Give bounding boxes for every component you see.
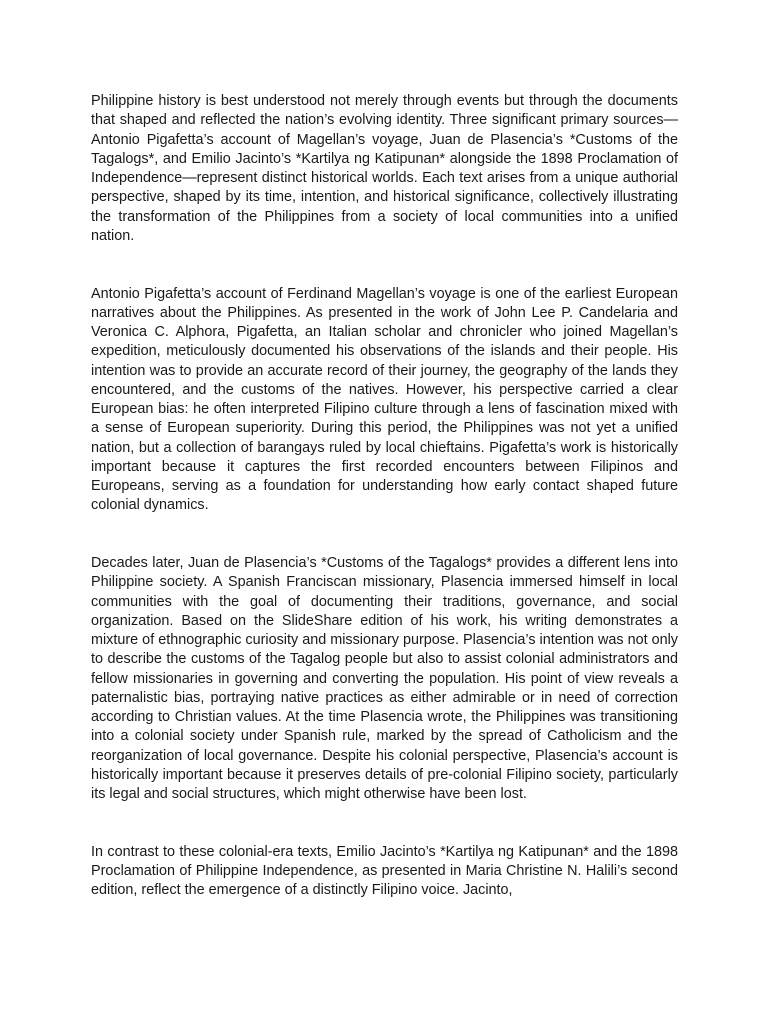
paragraph-jacinto: In contrast to these colonial-era texts, Emilio Jacinto’s *Kartilya ng Katipunan* and the 1898 Proclamation of Philippine Independence, as presented in Maria Christine N. Halili’s second edition, reflect the emergence of a distinctly Filipino voice. Jacinto, bbox=[91, 843, 678, 899]
paragraph-plasencia: Decades later, Juan de Plasencia’s *Customs of the Tagalogs* provides a different lens into Philippine society. A Spanish Franciscan missionary, Plasencia immersed himself in local communities with the goal of documenting their traditions, governance, and social organization. Based on the SlideShare edition of his work, his writing demonstrates a mixture of ethnographic curiosity and missionary purpose. Plasencia’s intention was not only to describe the customs of the Tagalog people but also to assist colonial administrators and fellow missionaries in governing and converting the population. His point of view reveals a paternalistic bias, portraying native practices as either admirable or in need of correction according to Christian values. At the time Plasencia wrote, the Philippines was transitioning into a colonial society under Spanish rule, marked by the spread of Catholicism and the reorganization of local governance. Despite his colonial perspective, Plasencia’s account is historically important because it preserves details of pre-colonial Filipino society, particularly its legal and social structures, which might otherwise have been lost. bbox=[91, 555, 678, 802]
paragraph-pigafetta: Antonio Pigafetta’s account of Ferdinand Magellan’s voyage is one of the earliest European narratives about the Philippines. As presented in the work of John Lee P. Candelaria and Veronica C. Alphora, Pigafetta, an Italian scholar and chronicler who joined Magellan’s expedition, meticulously documented his observations of the islands and their people. His intention was to provide an accurate record of their journey, the geography of the lands they encountered, and the customs of the natives. However, his perspective carried a clear European bias: he often interpreted Filipino culture through a lens of fascination mixed with a sense of European superiority. During this period, the Philippines was not yet a unified nation, but a collection of barangays ruled by local chieftains. Pigafetta’s work is historically important because it captures the first recorded encounters between Filipinos and Europeans, serving as a foundation for understanding how early contact shaped future colonial dynamics. bbox=[91, 285, 678, 514]
paragraph-introduction: Philippine history is best understood not merely through events but through the documents that shaped and reflected the nation’s evolving identity. Three significant primary sources—Antonio Pigafetta’s account of Magellan’s voyage, Juan de Plasencia’s *Customs of the Tagalogs*, and Emilio Jacinto’s *Kartilya ng Katipunan* alongside the 1898 Proclamation of Independence—represent distinct historical worlds. Each text arises from a unique authorial perspective, shaped by its time, intention, and historical significance, collectively illustrating the transformation of the Philippines from a society of local communities into a unified nation. bbox=[91, 93, 678, 244]
